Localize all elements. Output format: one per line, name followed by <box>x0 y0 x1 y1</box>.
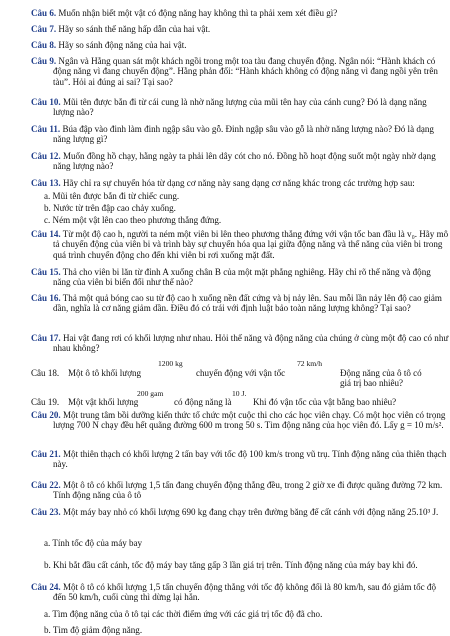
question-number: Câu 22. <box>31 480 61 490</box>
question-number: Câu 13. <box>31 178 61 188</box>
question-text: Một trung tâm bồi dưỡng kiến thức tổ chức một cuộc thi cho các học viên chạy. Có một học viên có trọng lượng 700 N chạy đều hết quãng đường 600 m trong 50 s. Tìm động năng của học viên đó. Lấy g = 10 m/s². <box>53 410 446 431</box>
question-number: Câu 24. <box>31 582 61 592</box>
question-number: Câu 14. <box>31 229 61 239</box>
question-text: Động năng của ô tô có giá trị bao nhiêu? <box>340 368 422 389</box>
question-text: Một ô tô khối lượng <box>68 368 142 378</box>
question-15 <box>31 267 449 288</box>
question-10 <box>31 97 449 118</box>
question-13-item-b: b. Nước từ trên đập cao chảy xuống. <box>44 203 176 213</box>
question-number: Câu 21. <box>31 449 61 459</box>
energy-value: 10 J. <box>232 389 247 398</box>
question-21 <box>31 449 449 470</box>
question-24 <box>31 582 449 603</box>
question-24-item-a: a. Tìm động năng của ô tô tại các thời điểm ứng với các giá trị tốc độ đã cho. <box>44 609 323 619</box>
question-13-item-a: a. Mũi tên được bắn đi từ chiếc cung. <box>44 191 180 201</box>
question-text: Từ một độ cao h, người ta ném một viên bi lên theo phương thẳng đứng với vận tốc ban đầu là v₀. Hãy mô tả chuyển động của viên bi và trình bày sự chuyển hóa qua lại giữa động năng và thế năng của viên bi trong quá trình chuyển động cho đến khi viên bi rơi xuống mặt đất. <box>53 229 449 260</box>
speed-value: 72 km/h <box>297 359 323 368</box>
mass-value: 200 gam <box>137 389 164 398</box>
question-number: Câu 9. <box>31 56 57 66</box>
question-number: Câu 20. <box>31 410 61 420</box>
question-text: Mũi tên được bắn đi từ cái cung là nhờ năng lượng của mũi tên hay của cánh cung? Đó là dạng năng lượng nào? <box>53 97 427 118</box>
question-number: Câu 10. <box>31 97 61 107</box>
question-number: Câu 16. <box>31 293 61 303</box>
question-number: Câu 15. <box>31 267 61 277</box>
question-7 <box>31 24 427 34</box>
question-22 <box>31 480 449 501</box>
question-text: Hãy chỉ ra sự chuyển hóa từ dạng cơ năng này sang dạng cơ năng khác trong các trường hợp sau: <box>62 178 415 188</box>
question-11 <box>31 124 449 145</box>
question-23-item-b: b. Khi bắt đầu cất cánh, tốc độ máy bay tăng gấp 3 lần giá trị trên. Tính động năng của máy bay khi đó. <box>44 560 418 570</box>
question-text: Búa đập vào đinh làm đinh ngập sâu vào gỗ. Đinh ngập sâu vào gỗ là nhờ năng lượng nào? Đó là dạng năng lượng gì? <box>53 124 434 145</box>
question-number: Câu 11. <box>31 124 61 134</box>
question-17 <box>31 333 449 354</box>
question-text: chuyển động với vận tốc <box>196 368 286 378</box>
question-number: Câu 6. <box>31 8 57 18</box>
question-text: Một thiên thạch có khối lượng 2 tấn bay với tốc độ 100 km/s trong vũ trụ. Tính động năng của thiên thạch này. <box>53 449 447 470</box>
question-number: Câu 23. <box>31 507 61 517</box>
question-6 <box>31 8 427 18</box>
question-text: có động năng là <box>174 397 232 407</box>
question-text: Hãy so sánh thế năng hấp dẫn của hai vật. <box>58 24 211 34</box>
question-23 <box>31 507 449 517</box>
question-13 <box>31 178 427 188</box>
question-text: Thả một quả bóng cao su từ độ cao h xuống nền đất cứng và bị nảy lên. Sau mỗi lần nảy lên độ cao giảm dần, nghĩa là cơ năng giảm dần. Điều đó có trái với định luật bảo toàn năng lượng không? Tại sao? <box>53 293 442 314</box>
question-number: Câu 7. <box>31 24 57 34</box>
question-13-item-c: c. Ném một vật lên cao theo phương thẳng đứng. <box>44 215 222 225</box>
question-text: Ngân và Hằng quan sát một khách ngồi trong một toa tàu đang chuyển động. Ngân nói: “Hành khách có động năng vì đang chuyển động”. Hằng phản đối: “Hành khách không có động năng vì đang ngồi yên trên tàu”. Hỏi ai đúng ai sai? Tại sao? <box>53 56 438 87</box>
question-12 <box>31 151 449 172</box>
question-text: Muốn đồng hồ chạy, hằng ngày ta phải lên dây cót cho nó. Đồng hồ hoạt động suốt một ngày nhờ dạng năng lượng nào? <box>53 151 436 172</box>
question-text: Hãy so sánh động năng của hai vật. <box>58 40 187 50</box>
question-number: Câu 18. <box>31 368 60 378</box>
question-14 <box>31 229 449 260</box>
question-24-item-b: b. Tìm độ giảm động năng. <box>44 625 143 635</box>
question-8 <box>31 40 427 50</box>
question-text: Khi đó vận tốc của vật bằng bao nhiêu? <box>253 397 397 407</box>
question-number: Câu 8. <box>31 40 57 50</box>
question-9 <box>31 56 449 87</box>
question-16 <box>31 293 449 314</box>
question-text: Một vật khối lượng <box>68 397 139 407</box>
question-20 <box>31 410 449 431</box>
question-text: Một ô tô có khối lượng 1,5 tấn đang chuyển động thẳng đều, trong 2 giờ xe đi được quãng đường 72 km. Tính động năng của ô tô <box>53 480 443 501</box>
question-text: Hai vật đang rơi có khối lượng như nhau. Hỏi thế năng và động năng của chúng ở cùng một độ cao có như nhau không? <box>53 333 449 354</box>
mass-value: 1200 kg <box>158 359 183 368</box>
question-text: Thả cho viên bi lăn từ đỉnh A xuống chân B của một mặt phẳng nghiêng. Hãy chỉ rõ thế năng và động năng của viên bi biến đổi như thế nào? <box>53 267 431 288</box>
question-text: Muốn nhận biết một vật có động năng hay không thì ta phải xem xét điều gì? <box>58 8 338 18</box>
question-number: Câu 12. <box>31 151 61 161</box>
question-text: Một máy bay nhỏ có khối lượng 690 kg đang chạy trên đường băng để cất cánh với động năng 25.10³ J. <box>62 507 439 517</box>
question-23-item-a: a. Tính tốc độ của máy bay <box>44 538 143 548</box>
question-number: Câu 17. <box>31 333 61 343</box>
question-number: Câu 19. <box>31 397 60 407</box>
question-text: Một ô tô có khối lượng 1,5 tấn chuyển động thẳng với tốc độ không đổi là 80 km/h, sau đó giảm tốc độ đến 50 km/h, cuối cùng thì dừng lại hẳn. <box>53 582 436 603</box>
